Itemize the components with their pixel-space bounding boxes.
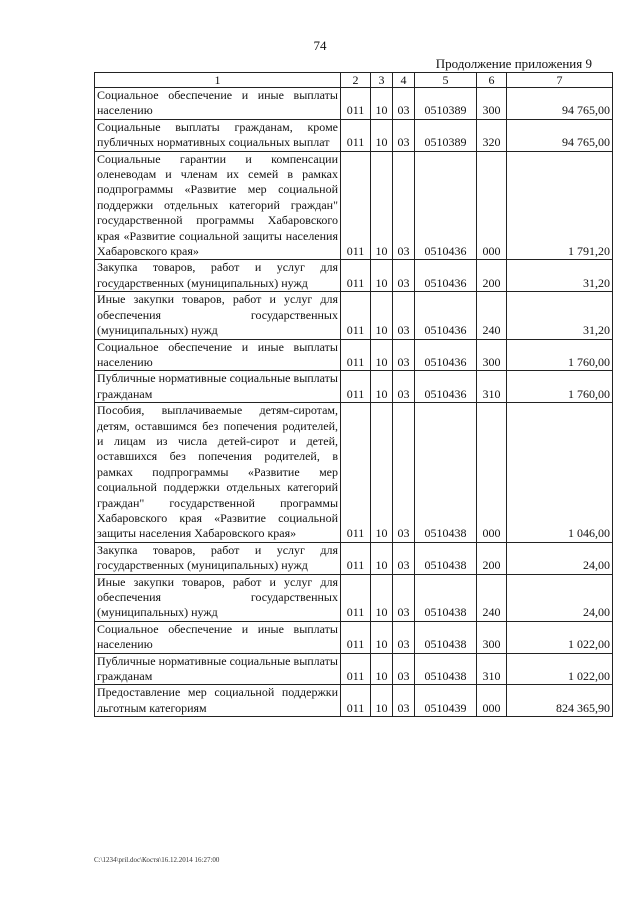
row-description: Социальное обеспечение и иные выплаты населению [95,621,341,653]
ministry-code: 011 [341,292,371,339]
target-article-code: 0510436 [415,151,477,260]
target-article-code: 0510389 [415,88,477,120]
amount: 1 022,00 [507,653,613,685]
column-header: 5 [415,73,477,88]
section-code: 10 [371,260,393,292]
expense-type-code: 000 [477,151,507,260]
ministry-code: 011 [341,574,371,621]
ministry-code: 011 [341,260,371,292]
ministry-code: 011 [341,88,371,120]
table-row [95,292,613,339]
document-footer-path: C:\1234\pril.doc\Костя\16.12.2014 16:27:00 [94,856,220,864]
subsection-code: 03 [393,151,415,260]
ministry-code: 011 [341,653,371,685]
table-row [95,653,613,685]
expense-type-code: 310 [477,653,507,685]
expense-type-code: 320 [477,119,507,151]
amount: 824 365,90 [507,685,613,717]
subsection-code: 03 [393,574,415,621]
row-description: Социальное обеспечение и иные выплаты населению [95,88,341,120]
row-description: Предоставление мер социальной поддержки льготным категориям [95,685,341,717]
section-code: 10 [371,88,393,120]
section-code: 10 [371,574,393,621]
amount: 24,00 [507,542,613,574]
expense-type-code: 300 [477,621,507,653]
expense-type-code: 300 [477,339,507,371]
subsection-code: 03 [393,292,415,339]
table-row [95,371,613,403]
subsection-code: 03 [393,621,415,653]
target-article-code: 0510436 [415,371,477,403]
row-description: Закупка товаров, работ и услуг для государственных (муниципальных) нужд [95,542,341,574]
row-description: Социальные выплаты гражданам, кроме публичных нормативных социальных выплат [95,119,341,151]
target-article-code: 0510436 [415,260,477,292]
target-article-code: 0510438 [415,403,477,543]
row-description: Социальное обеспечение и иные выплаты населению [95,339,341,371]
table-row [95,685,613,717]
expense-type-code: 310 [477,371,507,403]
row-description: Иные закупки товаров, работ и услуг для обеспечения государственных (муниципальных) нужд [95,574,341,621]
table-row [95,339,613,371]
section-code: 10 [371,653,393,685]
table-row [95,151,613,260]
table-row [95,119,613,151]
subsection-code: 03 [393,403,415,543]
expense-type-code: 300 [477,88,507,120]
column-header: 4 [393,73,415,88]
ministry-code: 011 [341,542,371,574]
amount: 94 765,00 [507,119,613,151]
amount: 1 760,00 [507,371,613,403]
column-header: 6 [477,73,507,88]
ministry-code: 011 [341,151,371,260]
subsection-code: 03 [393,339,415,371]
subsection-code: 03 [393,119,415,151]
ministry-code: 011 [341,339,371,371]
section-code: 10 [371,292,393,339]
row-description: Закупка товаров, работ и услуг для государственных (муниципальных) нужд [95,260,341,292]
target-article-code: 0510436 [415,292,477,339]
target-article-code: 0510438 [415,542,477,574]
row-description: Пособия, выплачиваемые детям-сиротам, детям, оставшимся без попечения родителей, и лицам из числа детей-сирот и детей, оставшихся без попечения родителей, в рамках подпрограммы «Развитие мер социальной поддержки отдельных категорий граждан" государственной программы Хабаровского края «Развитие социальной защиты населения Хабаровского края» [95,403,341,543]
expense-type-code: 200 [477,542,507,574]
row-description: Публичные нормативные социальные выплаты гражданам [95,371,341,403]
amount: 94 765,00 [507,88,613,120]
target-article-code: 0510436 [415,339,477,371]
amount: 1 791,20 [507,151,613,260]
amount: 24,00 [507,574,613,621]
expense-type-code: 240 [477,574,507,621]
target-article-code: 0510439 [415,685,477,717]
expense-type-code: 000 [477,685,507,717]
subsection-code: 03 [393,371,415,403]
ministry-code: 011 [341,403,371,543]
section-code: 10 [371,119,393,151]
expense-type-code: 000 [477,403,507,543]
subsection-code: 03 [393,653,415,685]
target-article-code: 0510438 [415,574,477,621]
ministry-code: 011 [341,119,371,151]
expense-type-code: 200 [477,260,507,292]
amount: 31,20 [507,260,613,292]
section-code: 10 [371,403,393,543]
section-code: 10 [371,339,393,371]
amount: 1 046,00 [507,403,613,543]
column-header: 7 [507,73,613,88]
ministry-code: 011 [341,685,371,717]
row-description: Публичные нормативные социальные выплаты гражданам [95,653,341,685]
subsection-code: 03 [393,685,415,717]
amount: 1 022,00 [507,621,613,653]
table-row [95,574,613,621]
amount: 31,20 [507,292,613,339]
table-row [95,542,613,574]
subsection-code: 03 [393,88,415,120]
table-row [95,260,613,292]
section-code: 10 [371,151,393,260]
expense-type-code: 240 [477,292,507,339]
table-row [95,403,613,543]
section-code: 10 [371,621,393,653]
column-header: 1 [95,73,341,88]
ministry-code: 011 [341,371,371,403]
page-number: 74 [313,38,327,53]
amount: 1 760,00 [507,339,613,371]
target-article-code: 0510389 [415,119,477,151]
budget-table [94,72,613,717]
row-description: Социальные гарантии и компенсации оленеводам и членам их семей в рамках подпрограммы «Развитие мер социальной поддержки отдельных категорий граждан" государственной программы Хабаровского края «Развитие социальной защиты населения Хабаровского края» [95,151,341,260]
ministry-code: 011 [341,621,371,653]
continuation-label: Продолжение приложения 9 [435,56,592,71]
target-article-code: 0510438 [415,653,477,685]
section-code: 10 [371,371,393,403]
subsection-code: 03 [393,542,415,574]
section-code: 10 [371,542,393,574]
column-header: 3 [371,73,393,88]
target-article-code: 0510438 [415,621,477,653]
column-header: 2 [341,73,371,88]
table-row [95,621,613,653]
row-description: Иные закупки товаров, работ и услуг для обеспечения государственных (муниципальных) нужд [95,292,341,339]
section-code: 10 [371,685,393,717]
subsection-code: 03 [393,260,415,292]
header-row [95,73,613,88]
table-row [95,88,613,120]
